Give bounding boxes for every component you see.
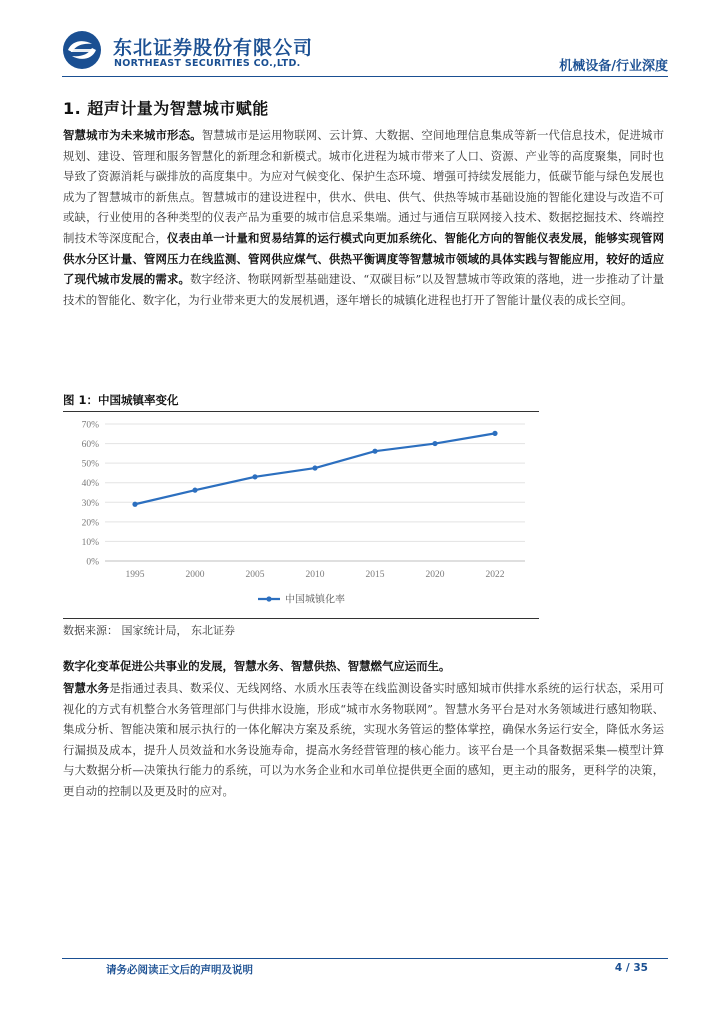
company-name-cn: 东北证券股份有限公司	[113, 37, 314, 59]
data-point	[132, 502, 137, 507]
data-point	[192, 488, 197, 493]
data-point	[432, 441, 437, 446]
figure-bottom-rule	[63, 618, 539, 619]
paragraph-emphasis: 仪表由单一计量和贸易结算的运行模式向更加系统化、智能化方向的智能仪表发展，能够实现管网供水分区计量、管网压力在线监测、管网供应煤气、供热平衡调度等智慧城市领域的具体实践与智能应用，较好的适应了现代城市发展的需求。	[63, 230, 664, 287]
x-tick-label: 2000	[185, 570, 205, 580]
paragraph-lead: 智慧水务	[63, 681, 110, 695]
page-number: 4 / 35	[614, 962, 648, 974]
figure-source: 数据来源： 国家统计局， 东北证券	[63, 624, 235, 637]
paragraph-smart-water	[63, 678, 664, 802]
y-tick-label: 10%	[81, 537, 99, 548]
y-tick-label: 30%	[81, 498, 99, 509]
section-title: 1. 超声计量为智慧城市赋能	[63, 99, 269, 118]
paragraph-text: 是指通过表具、数采仪、无线网络、水质水压表等在线监测设备实时感知城市供排水系统的运行状态，采用可视化的方式有机整合水务管理部门与供排水设施，形成“城市水务物联网”。智慧水务平台是对水务领域进行感知物联、集成分析、智能决策和展示执行的一体化解决方案及系统，实现水务管运的整体掌控，确保水务运行安全，降低水务运行漏损及成本，提升人员效益和水务设施寿命，提高水务经营管理的核心能力。该平台是一个具备数据采集—模型计算与大数据分析—决策执行能力的系统，可以为水务企业和水司单位提供更全面的感知，更主动的服务，更科学的决策，更自动的控制以及更及时的应对。	[63, 681, 664, 798]
y-tick-label: 50%	[81, 459, 99, 470]
y-tick-label: 20%	[81, 518, 99, 529]
paragraph-lead: 智慧城市为未来城市形态。	[63, 128, 202, 142]
paragraph-text: 智慧城市是运用物联网、云计算、大数据、空间地理信息集成等新一代信息技术，促进城市规划、建设、管理和服务智慧化的新理念和新模式。城市化进程为城市带来了人口、资源、产业等的高度聚集，同时也导致了资源消耗与碳排放的高度集中。为应对气候变化、保护生态环境、增强可持续发展能力，低碳节能与绿色发展也成为了智慧城市的新焦点。智慧城市的建设进程中，供水、供电、供气、供热等城市基础设施的智能化建设与改造不可或缺，行业使用的各种类型的仪表产品为重要的城市信息采集端。通过与通信互联网接入技术、数据挖掘技术、终端控制技术等深度配合，	[63, 128, 664, 245]
company-name-en: NORTHEAST SECURITIES CO.,LTD.	[114, 58, 301, 69]
page-header	[0, 0, 724, 84]
y-tick-label: 0%	[86, 557, 99, 568]
x-tick-label: 1995	[125, 570, 145, 580]
urbanization-line-chart	[63, 412, 539, 617]
y-tick-label: 70%	[81, 420, 99, 431]
data-point	[492, 431, 497, 436]
figure-title: 图 1：中国城镇率变化	[63, 393, 179, 407]
data-point	[312, 465, 317, 470]
paragraph-digital-transform	[63, 656, 664, 677]
footer-divider	[62, 958, 668, 959]
company-logo-icon	[62, 30, 102, 70]
paragraph-text: 数字经济、物联网新型基础建设、“双碳目标”以及智慧城市等政策的落地，进一步推动了计量技术的智能化、数字化，为行业带来更大的发展机遇，逐年增长的城镇化进程也打开了智能计量仪表的成长空间。	[63, 272, 664, 307]
legend-marker	[266, 596, 271, 601]
y-tick-label: 60%	[81, 440, 99, 451]
footer-notice: 请务必阅读正文后的声明及说明	[106, 964, 253, 976]
x-tick-label: 2015	[365, 570, 385, 580]
paragraph-emphasis: 数字化变革促进公共事业的发展，智慧水务、智慧供热、智慧燃气应运而生。	[63, 659, 451, 673]
report-category: 机械设备/行业深度	[559, 59, 668, 74]
x-tick-label: 2020	[425, 570, 445, 580]
x-tick-label: 2005	[245, 570, 265, 580]
x-tick-label: 2010	[305, 570, 325, 580]
header-divider	[62, 76, 668, 77]
data-point	[372, 449, 377, 454]
x-tick-label: 2022	[485, 570, 505, 580]
data-point	[252, 474, 257, 479]
paragraph-smart-city	[63, 125, 664, 310]
y-tick-label: 40%	[81, 479, 99, 490]
legend-label: 中国城镇化率	[285, 594, 345, 606]
